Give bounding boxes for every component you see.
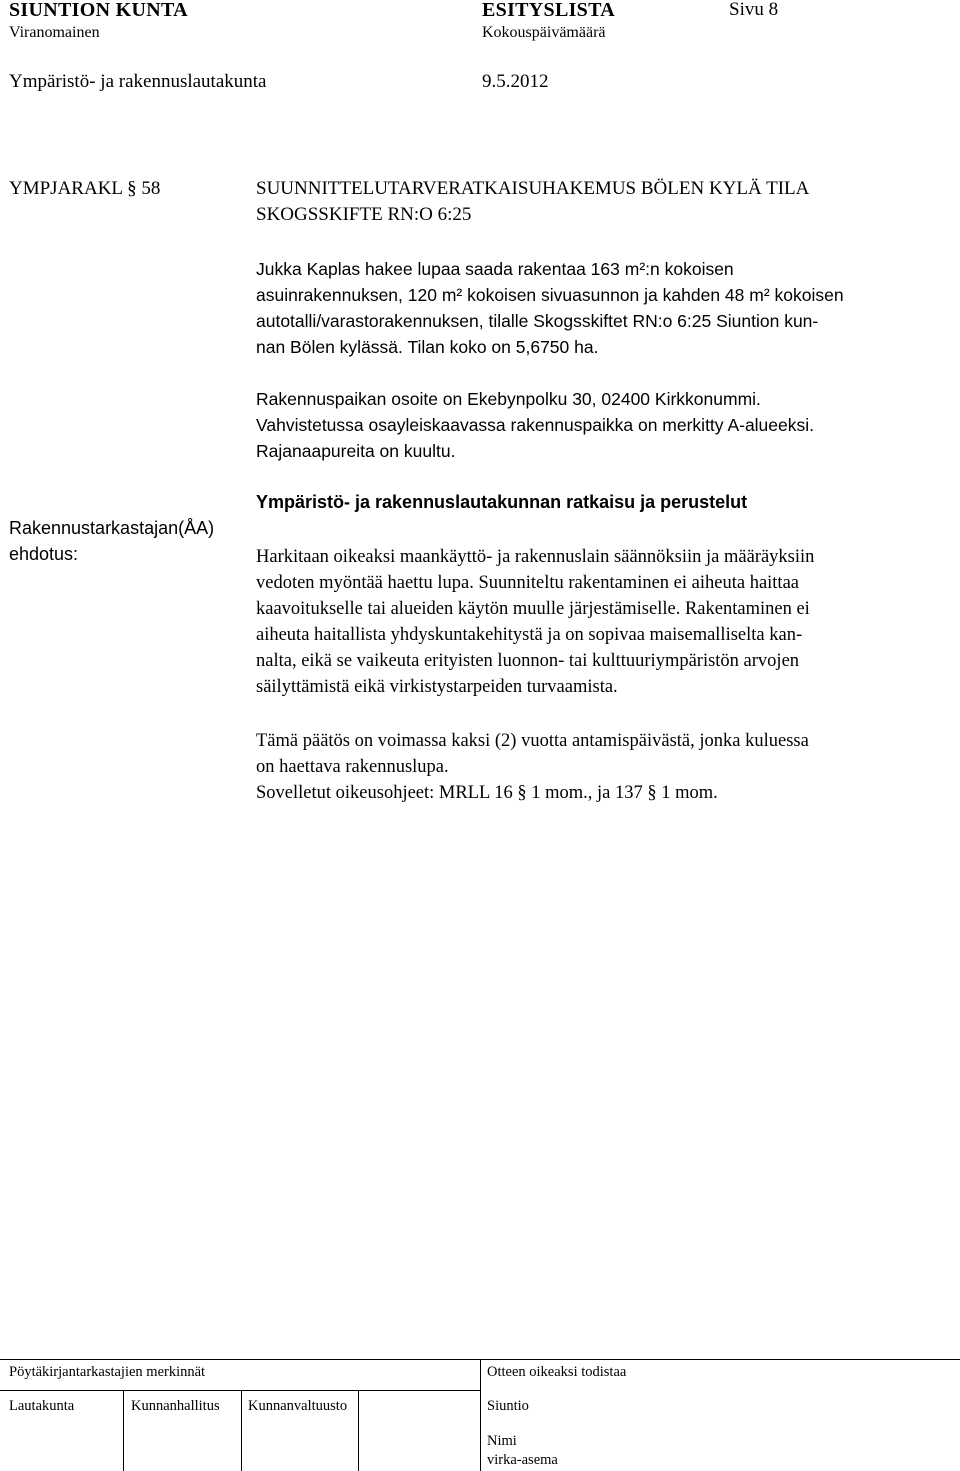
- section-title-line2: SKOGSSKIFTE RN:O 6:25: [256, 204, 472, 225]
- proposer-label-line1: Rakennustarkastajan(ÅA): [9, 518, 215, 538]
- meeting-date: 9.5.2012: [482, 71, 549, 92]
- site-paragraph: [256, 386, 946, 464]
- validity-line: Tämä päätös on voimassa kaksi (2) vuotta antamispäivästä, jonka kuluessa: [256, 731, 809, 751]
- document-type: ESITYSLISTA: [482, 0, 615, 21]
- intro-line: Jukka Kaplas hakee lupaa saada rakentaa 163 m²:n kokoisen: [256, 259, 734, 279]
- authority-name: Ympäristö- ja rakennuslautakunta: [9, 71, 267, 92]
- proposal-line: aiheuta haitallista yhdyskuntakehitystä ja on sopivaa maisemalliselta kan-: [256, 625, 803, 645]
- proposal-line: säilyttämistä eikä virkistystarpeiden turvaamista.: [256, 677, 618, 697]
- validity-line: on haettava rakennuslupa.: [256, 757, 449, 777]
- footer-col-divider: [123, 1390, 124, 1471]
- intro-line: nan Bölen kylässä. Tilan koko on 5,6750 ha.: [256, 337, 599, 357]
- proposal-line: Harkitaan oikeaksi maankäyttö- ja rakennuslain säännöksiin ja määräyksiin: [256, 547, 815, 567]
- site-line: Rajanaapureita on kuultu.: [256, 441, 456, 461]
- proposal-line: nalta, eikä se vaikeuta erityisten luonnon- tai kulttuuriympäristön arvojen: [256, 651, 800, 671]
- footer-mid-rule: [0, 1390, 480, 1391]
- footer-col-board: Lautakunta: [9, 1398, 75, 1414]
- proposal-line: vedoten myöntää haettu lupa. Suunniteltu rakentaminen ei aiheuta haittaa: [256, 573, 799, 593]
- page-number: Sivu 8: [729, 0, 779, 20]
- site-line: Rakennuspaikan osoite on Ekebynpolku 30, 02400 Kirkkonummi.: [256, 389, 761, 409]
- initials-label: Pöytäkirjantarkastajien merkinnät: [9, 1364, 206, 1380]
- proposer-label-line2: ehdotus:: [9, 544, 79, 564]
- section-title-line1: SUUNNITTELUTARVERATKAISUHAKEMUS BÖLEN KYLÄ TILA: [256, 178, 810, 199]
- authority-label: Viranomainen: [9, 24, 100, 41]
- certify-name-label: Nimi: [487, 1433, 517, 1449]
- municipality-name: SIUNTION KUNTA: [9, 0, 188, 21]
- footer-col-exec: Kunnanhallitus: [131, 1398, 220, 1414]
- intro-line: autotalli/varastorakennuksen, tilalle Skogsskiftet RN:o 6:25 Siuntion kun-: [256, 311, 819, 331]
- footer-col-divider: [358, 1390, 359, 1471]
- intro-paragraph: [256, 256, 946, 360]
- certified-label: Otteen oikeaksi todistaa: [487, 1364, 627, 1380]
- validity-paragraph: [256, 728, 946, 806]
- decision-heading: Ympäristö- ja rakennuslautakunnan ratkaisu ja perustelut: [256, 492, 748, 512]
- validity-line: Sovelletut oikeusohjeet: MRLL 16 § 1 mom., ja 137 § 1 mom.: [256, 783, 718, 803]
- certify-title-label: virka-asema: [487, 1452, 558, 1468]
- proposal-line: kaavoitukselle tai alueiden käytön muulle järjestämiselle. Rakentaminen ei: [256, 599, 810, 619]
- site-line: Vahvistetussa osayleiskaavassa rakennuspaikka on merkitty A-alueeksi.: [256, 415, 815, 435]
- footer-col-council: Kunnanvaltuusto: [248, 1398, 348, 1414]
- proposal-paragraph: [256, 544, 946, 700]
- intro-line: asuinrakennuksen, 120 m² kokoisen sivuasunnon ja kahden 48 m² kokoisen: [256, 285, 844, 305]
- meeting-date-label: Kokouspäivämäärä: [482, 24, 606, 41]
- certify-place: Siuntio: [487, 1398, 529, 1414]
- footer-center-divider: [480, 1359, 481, 1471]
- footer-col-divider: [241, 1390, 242, 1471]
- section-code: YMPJARAKL § 58: [9, 178, 161, 199]
